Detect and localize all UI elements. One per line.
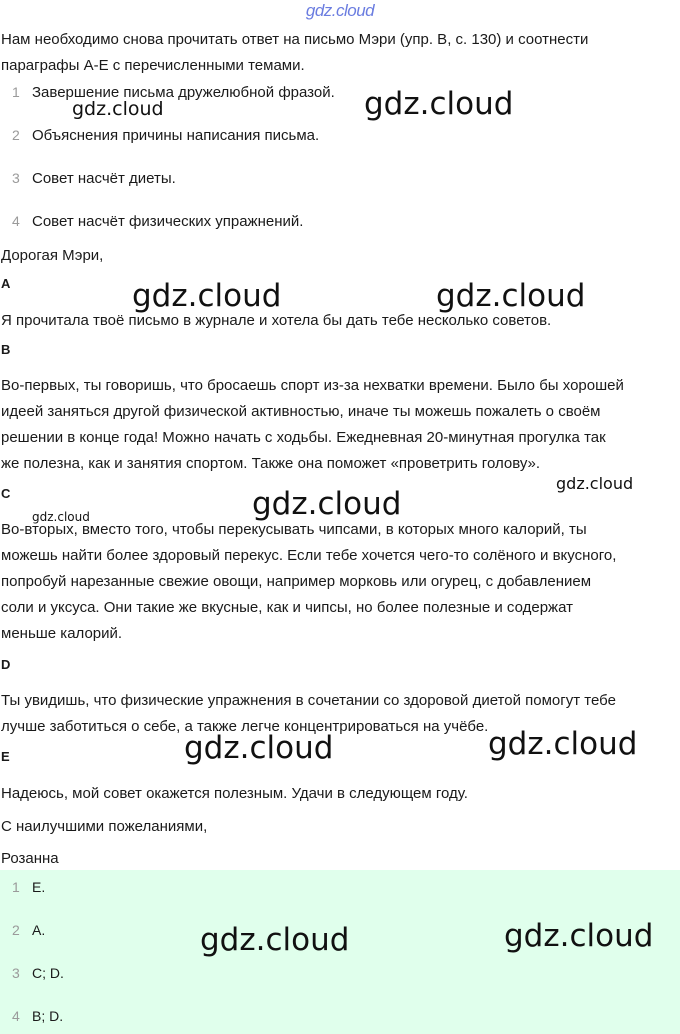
topic-number: 1 <box>12 84 20 100</box>
instruction-line-2: параграфы А-Е с перечисленными темами. <box>1 57 305 74</box>
section-label-c: C <box>1 486 11 501</box>
watermark: gdz.cloud <box>184 730 334 766</box>
watermark: gdz.cloud <box>252 486 402 522</box>
section-b-line: идеей заняться другой физической активностью, иначе ты можешь пожалеть о своём <box>1 403 601 420</box>
section-label-e: E <box>1 749 10 764</box>
answer-text: E. <box>32 879 46 895</box>
section-e-line: Надеюсь, мой совет окажется полезным. Удачи в следующем году. <box>1 785 468 802</box>
watermark: gdz.cloud <box>488 726 638 762</box>
topic-text: Объяснения причины написания письма. <box>32 127 320 144</box>
section-b-line: же полезна, как и занятия спортом. Также она поможет «проветрить голову». <box>1 455 541 472</box>
watermark: gdz.cloud <box>72 98 164 120</box>
watermark: gdz.cloud <box>32 510 90 524</box>
section-c-line: меньше калорий. <box>1 625 123 642</box>
instruction-line-1: Нам необходимо снова прочитать ответ на письмо Мэри (упр. B, с. 130) и соотнести <box>1 31 589 48</box>
letter-signature: Розанна <box>1 850 59 867</box>
topic-text: Совет насчёт диеты. <box>32 170 176 187</box>
section-c-line: соли и уксуса. Они такие же вкусные, как и чипсы, но более полезные и содержат <box>1 599 573 616</box>
topic-number: 3 <box>12 170 20 186</box>
watermark: gdz.cloud <box>556 474 634 493</box>
watermark: gdz.cloud <box>200 922 350 958</box>
topic-text: Совет насчёт физических упражнений. <box>32 213 304 230</box>
watermark: gdz.cloud <box>436 278 586 314</box>
answer-text: C; D. <box>32 965 64 981</box>
topic-number: 2 <box>12 127 20 143</box>
section-a-line: Я прочитала твоё письмо в журнале и хотела бы дать тебе несколько советов. <box>1 312 552 329</box>
letter-closing: С наилучшими пожеланиями, <box>1 818 208 835</box>
section-label-d: D <box>1 657 11 672</box>
watermark: gdz.cloud <box>364 86 514 122</box>
section-label-a: A <box>1 276 11 291</box>
answer-number: 2 <box>12 922 20 938</box>
section-b-line: Во-первых, ты говоришь, что бросаешь спорт из-за нехватки времени. Было бы хорошей <box>1 377 624 394</box>
section-d-line: Ты увидишь, что физические упражнения в сочетании со здоровой диетой помогут тебе <box>1 692 616 709</box>
section-c-line: попробуй нарезанные свежие овощи, например морковь или огурец, с добавлением <box>1 573 592 590</box>
watermark: gdz.cloud <box>132 278 282 314</box>
section-label-b: B <box>1 342 11 357</box>
topic-text: Завершение письма дружелюбной фразой. <box>32 84 335 101</box>
header-watermark: gdz.cloud <box>305 1 375 20</box>
answer-number: 1 <box>12 879 20 895</box>
answer-text: A. <box>32 922 46 938</box>
section-c-line: Во-вторых, вместо того, чтобы перекусывать чипсами, в которых много калорий, ты <box>1 521 587 538</box>
answer-number: 4 <box>12 1008 20 1024</box>
answer-text: B; D. <box>32 1008 64 1024</box>
watermark: gdz.cloud <box>504 918 654 954</box>
section-d-line: лучше заботиться о себе, а также легче концентрироваться на учёбе. <box>1 718 489 735</box>
answer-number: 3 <box>12 965 20 981</box>
letter-greeting: Дорогая Мэри, <box>1 247 104 264</box>
section-c-line: можешь найти более здоровый перекус. Если тебе хочется чего-то солёного и вкусного, <box>1 547 617 564</box>
section-b-line: решении в конце года! Можно начать с ходьбы. Ежедневная 20-минутная прогулка так <box>1 429 606 446</box>
topic-number: 4 <box>12 213 20 229</box>
